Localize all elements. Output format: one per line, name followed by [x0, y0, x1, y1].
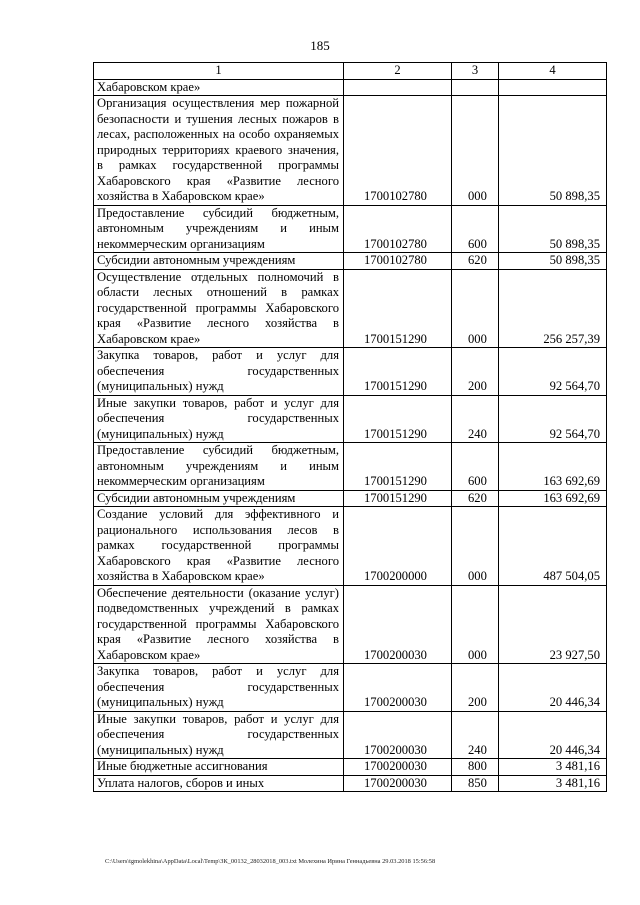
cell-amount: 50 898,35	[499, 205, 607, 253]
table-row	[94, 664, 607, 712]
cell-type: 200	[452, 664, 499, 712]
footer-file-path: C:\Users\tgmolekhina\AppData\Local\Temp\ЗК_00132_28032018_003.txt Молехина Ирина Геннадьевна 29.03.2018 15:56:58	[105, 858, 436, 865]
table-row	[94, 269, 607, 348]
cell-code	[344, 79, 452, 96]
cell-type: 620	[452, 490, 499, 507]
cell-name: Обеспечение деятельности (оказание услуг) подведомственных учреждений в рамках государственной программы Хабаровского края «Развитие лесного хозяйства в Хабаровском крае»	[94, 585, 344, 664]
table-body	[94, 79, 607, 792]
cell-type: 000	[452, 269, 499, 348]
cell-type: 240	[452, 711, 499, 759]
cell-amount: 92 564,70	[499, 395, 607, 443]
cell-amount: 92 564,70	[499, 348, 607, 396]
header-row	[94, 63, 607, 80]
cell-type: 600	[452, 443, 499, 491]
cell-code: 1700102780	[344, 205, 452, 253]
cell-type: 000	[452, 585, 499, 664]
table-row	[94, 205, 607, 253]
cell-code: 1700151290	[344, 443, 452, 491]
cell-code: 1700200030	[344, 585, 452, 664]
cell-amount: 487 504,05	[499, 507, 607, 586]
cell-type: 200	[452, 348, 499, 396]
cell-name: Закупка товаров, работ и услуг для обеспечения государственных (муниципальных) нужд	[94, 348, 344, 396]
table-row	[94, 443, 607, 491]
table-row	[94, 711, 607, 759]
table-row	[94, 775, 607, 792]
table-row	[94, 490, 607, 507]
cell-code: 1700200030	[344, 711, 452, 759]
table-row	[94, 348, 607, 396]
cell-code: 1700151290	[344, 395, 452, 443]
cell-name: Субсидии автономным учреждениям	[94, 490, 344, 507]
cell-code: 1700151290	[344, 269, 452, 348]
cell-amount: 20 446,34	[499, 711, 607, 759]
cell-type: 240	[452, 395, 499, 443]
cell-name: Создание условий для эффективного и рационального использования лесов в рамках государственной программы Хабаровского края «Развитие лесного хозяйства в Хабаровском крае»	[94, 507, 344, 586]
cell-name: Осуществление отдельных полномочий в области лесных отношений в рамках государственной программы Хабаровского края «Развитие лесного хозяйства в Хабаровском крае»	[94, 269, 344, 348]
cell-name: Организация осуществления мер пожарной безопасности и тушения лесных пожаров в лесах, расположенных на особо охраняемых природных территориях краевого значения, в рамках государственной программы Хабаровского края «Развитие лесного хозяйства в Хабаровском крае»	[94, 96, 344, 206]
cell-amount: 256 257,39	[499, 269, 607, 348]
cell-type: 620	[452, 253, 499, 270]
cell-name: Предоставление субсидий бюджетным, автономным учреждениям и иным некоммерческим организациям	[94, 205, 344, 253]
table-row	[94, 395, 607, 443]
cell-type: 600	[452, 205, 499, 253]
table-row	[94, 96, 607, 206]
page-number: 185	[310, 38, 330, 53]
cell-amount: 3 481,16	[499, 759, 607, 776]
cell-amount: 23 927,50	[499, 585, 607, 664]
cell-code: 1700151290	[344, 490, 452, 507]
cell-name: Уплата налогов, сборов и иных	[94, 775, 344, 792]
cell-type: 000	[452, 507, 499, 586]
cell-amount: 163 692,69	[499, 443, 607, 491]
cell-code: 1700200000	[344, 507, 452, 586]
cell-type	[452, 79, 499, 96]
cell-name: Иные закупки товаров, работ и услуг для обеспечения государственных (муниципальных) нужд	[94, 395, 344, 443]
cell-code: 1700200030	[344, 775, 452, 792]
table-row	[94, 79, 607, 96]
cell-type: 000	[452, 96, 499, 206]
cell-type: 850	[452, 775, 499, 792]
header-col-code: 2	[344, 63, 452, 80]
cell-amount: 20 446,34	[499, 664, 607, 712]
cell-amount: 50 898,35	[499, 96, 607, 206]
cell-name: Предоставление субсидий бюджетным, автономным учреждениям и иным некоммерческим организациям	[94, 443, 344, 491]
cell-amount: 3 481,16	[499, 775, 607, 792]
table-row	[94, 253, 607, 270]
table-row	[94, 507, 607, 586]
budget-table	[93, 62, 607, 792]
cell-name: Субсидии автономным учреждениям	[94, 253, 344, 270]
cell-amount: 163 692,69	[499, 490, 607, 507]
cell-code: 1700102780	[344, 253, 452, 270]
cell-amount: 50 898,35	[499, 253, 607, 270]
cell-code: 1700200030	[344, 759, 452, 776]
cell-code: 1700200030	[344, 664, 452, 712]
cell-name: Закупка товаров, работ и услуг для обеспечения государственных (муниципальных) нужд	[94, 664, 344, 712]
cell-name: Иные бюджетные ассигнования	[94, 759, 344, 776]
table-row	[94, 585, 607, 664]
table-row	[94, 759, 607, 776]
table-header	[94, 63, 607, 80]
cell-type: 800	[452, 759, 499, 776]
cell-code: 1700102780	[344, 96, 452, 206]
cell-name: Хабаровском крае»	[94, 79, 344, 96]
header-col-name: 1	[94, 63, 344, 80]
cell-amount	[499, 79, 607, 96]
cell-code: 1700151290	[344, 348, 452, 396]
header-col-amount: 4	[499, 63, 607, 80]
header-col-type: 3	[452, 63, 499, 80]
cell-name: Иные закупки товаров, работ и услуг для обеспечения государственных (муниципальных) нужд	[94, 711, 344, 759]
